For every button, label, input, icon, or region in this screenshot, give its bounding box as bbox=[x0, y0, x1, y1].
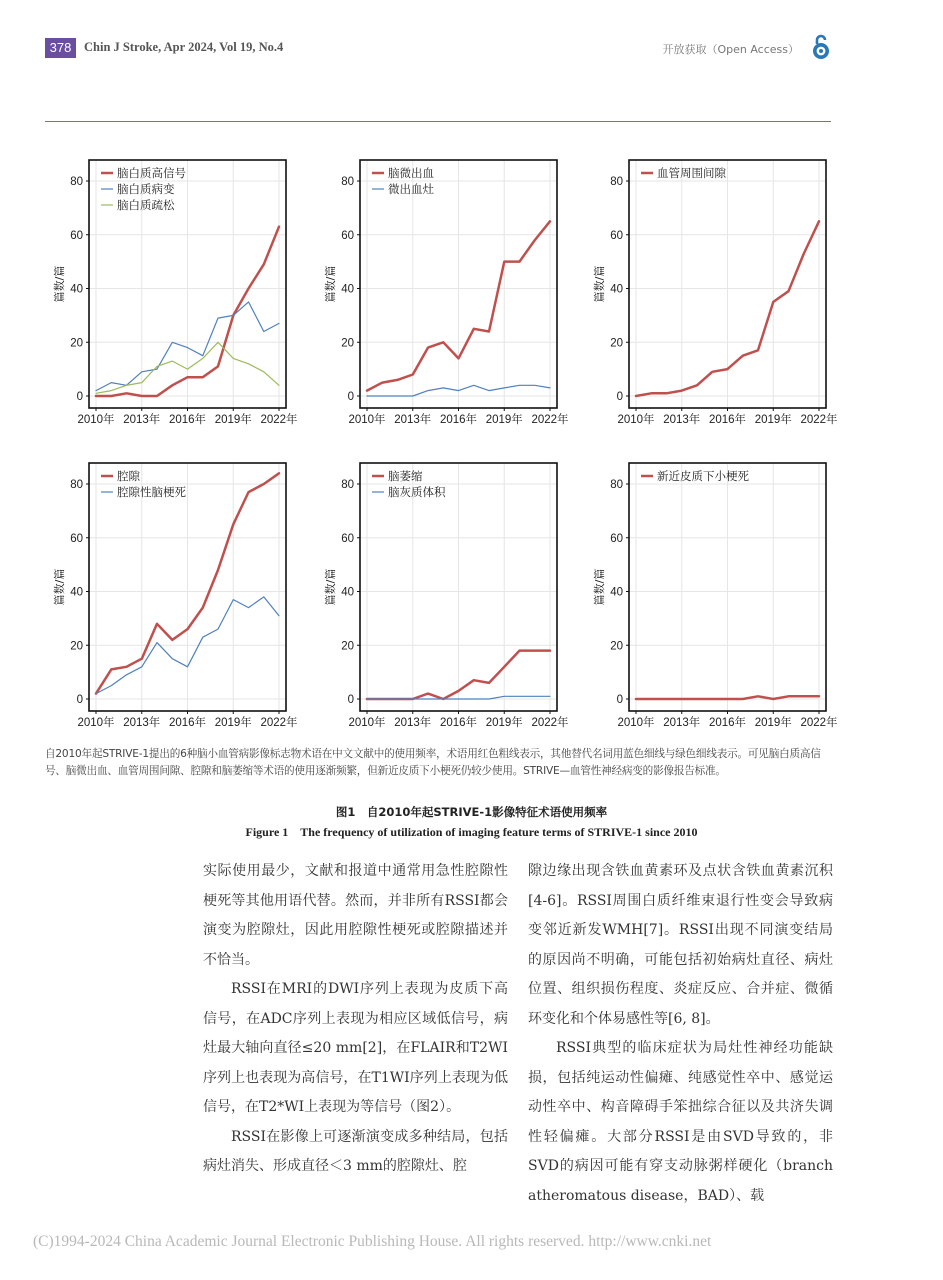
y-tick-label: 0 bbox=[616, 391, 623, 403]
body-paragraph: 实际使用最少，文献和报道中通常用急性腔隙性梗死等其他用语代替。然而，并非所有RSSI都会演变为腔隙灶，因此用腔隙性梗死或腔隙描述并不恰当。 bbox=[203, 863, 508, 968]
x-tick-label: 2016年 bbox=[168, 414, 207, 426]
y-tick-label: 0 bbox=[616, 694, 623, 706]
legend-label: 脑萎缩 bbox=[388, 469, 423, 483]
figure-title-en: Figure 1 The frequency of utilization of imaging feature terms of STRIVE-1 since 2010 bbox=[245, 825, 698, 839]
x-tick-label: 2010年 bbox=[348, 414, 386, 426]
chart-panel-4 bbox=[52, 463, 298, 729]
body-paragraph: RSSI典型的临床症状为局灶性神经功能缺损，包括纯运动性偏瘫、纯感觉性卒中、感觉运动性卒中、构音障碍手笨拙综合征以及共济失调性轻偏瘫。大部分RSSI是由SVD导致的，非SVD的病因可能有穿支动脉粥样硬化（branch atheromatous disease，BAD）、载 bbox=[528, 1040, 833, 1204]
open-access-label: 开放获取（Open Access） bbox=[662, 43, 799, 56]
x-tick-label: 2019年 bbox=[754, 717, 792, 729]
y-tick-label: 80 bbox=[341, 176, 354, 188]
x-tick-label: 2013年 bbox=[394, 414, 432, 426]
legend-label: 新近皮质下小梗死 bbox=[657, 469, 749, 483]
figure-title-cn: 图1 自2010年起STRIVE-1影像特征术语使用频率 bbox=[335, 805, 608, 819]
y-tick-label: 0 bbox=[347, 694, 354, 706]
y-tick-label: 40 bbox=[70, 283, 83, 296]
x-tick-label: 2013年 bbox=[123, 414, 161, 426]
y-tick-label: 0 bbox=[347, 391, 354, 403]
y-tick-label: 80 bbox=[70, 176, 83, 188]
x-tick-label: 2013年 bbox=[123, 717, 161, 729]
x-tick-label: 2019年 bbox=[485, 717, 523, 729]
page-number: 378 bbox=[45, 38, 76, 58]
legend-label: 脑灰质体积 bbox=[388, 485, 446, 499]
y-axis-label: 篇数/篇 bbox=[593, 265, 606, 303]
y-axis-label: 篇数/篇 bbox=[53, 568, 66, 606]
y-axis-label: 篇数/篇 bbox=[324, 265, 337, 303]
x-tick-label: 2019年 bbox=[214, 717, 252, 729]
x-tick-label: 2013年 bbox=[394, 717, 432, 729]
chart-panel-5 bbox=[323, 463, 569, 729]
legend-label: 脑白质高信号 bbox=[117, 166, 186, 180]
y-tick-label: 60 bbox=[341, 532, 354, 545]
legend-label: 腔隙 bbox=[117, 469, 140, 483]
x-tick-label: 2010年 bbox=[348, 717, 386, 729]
body-paragraph: 隙边缘出现含铁血黄素环及点状含铁血黄素沉积[4-6]。RSSI周围白质纤维束退行性变会导致病变邻近新发WMH[7]。RSSI出现不同演变结局的原因尚不明确，可能包括初始病灶直径、病灶位置、组织损伤程度、炎症反应、合并症、微循环变化和个体易感性等[6, 8]。 bbox=[528, 863, 833, 1027]
x-tick-label: 2019年 bbox=[485, 414, 523, 426]
x-tick-label: 2016年 bbox=[708, 414, 747, 426]
legend-label: 血管周围间隙 bbox=[657, 166, 726, 180]
legend-label: 腔隙性脑梗死 bbox=[117, 485, 186, 499]
y-tick-label: 60 bbox=[341, 229, 354, 242]
x-tick-label: 2010年 bbox=[77, 717, 115, 729]
x-tick-label: 2016年 bbox=[439, 414, 478, 426]
y-tick-label: 20 bbox=[610, 640, 623, 653]
x-tick-label: 2010年 bbox=[77, 414, 115, 426]
y-tick-label: 0 bbox=[76, 391, 83, 403]
body-column-left bbox=[203, 857, 508, 1182]
copyright-footer: (C)1994-2024 China Academic Journal Electronic Publishing House. All rights reserved. http://www.cnki.net bbox=[33, 1233, 712, 1250]
y-tick-label: 40 bbox=[610, 283, 623, 296]
y-axis-label: 篇数/篇 bbox=[53, 265, 66, 303]
chart-panel-1 bbox=[52, 160, 298, 426]
y-tick-label: 80 bbox=[610, 479, 623, 491]
x-tick-label: 2010年 bbox=[617, 717, 655, 729]
x-tick-label: 2022年 bbox=[531, 717, 569, 729]
journal-citation: Chin J Stroke, Apr 2024, Vol 19, No.4 bbox=[84, 40, 284, 54]
y-tick-label: 20 bbox=[70, 337, 83, 350]
y-tick-label: 40 bbox=[341, 283, 354, 296]
x-tick-label: 2022年 bbox=[260, 717, 298, 729]
legend-label: 脑微出血 bbox=[388, 166, 434, 180]
body-paragraph: RSSI在MRI的DWI序列上表现为皮质下高信号，在ADC序列上表现为相应区域低信号，病灶最大轴向直径≤20 mm[2]，在FLAIR和T2WI序列上也表现为高信号，在T1WI序列上表现为低信号，在T2*WI上表现为等信号（图2）。 bbox=[203, 981, 508, 1115]
y-tick-label: 40 bbox=[341, 586, 354, 599]
y-tick-label: 40 bbox=[610, 586, 623, 599]
legend-label: 脑白质疏松 bbox=[117, 198, 175, 212]
y-tick-label: 40 bbox=[70, 586, 83, 599]
x-tick-label: 2013年 bbox=[663, 414, 701, 426]
chart-panel-2 bbox=[323, 160, 569, 426]
legend-label: 脑白质病变 bbox=[117, 182, 175, 196]
x-tick-label: 2016年 bbox=[708, 717, 747, 729]
body-paragraph: RSSI在影像上可逐渐演变成多种结局，包括病灶消失、形成直径＜3 mm的腔隙灶、腔 bbox=[203, 1128, 508, 1174]
y-tick-label: 20 bbox=[341, 640, 354, 653]
y-tick-label: 60 bbox=[70, 532, 83, 545]
y-tick-label: 20 bbox=[70, 640, 83, 653]
y-tick-label: 0 bbox=[76, 694, 83, 706]
x-tick-label: 2016年 bbox=[439, 717, 478, 729]
y-tick-label: 20 bbox=[341, 337, 354, 350]
y-tick-label: 80 bbox=[70, 479, 83, 491]
y-tick-label: 60 bbox=[610, 229, 623, 242]
chart-panel-6 bbox=[592, 463, 838, 729]
y-tick-label: 80 bbox=[610, 176, 623, 188]
x-tick-label: 2022年 bbox=[531, 414, 569, 426]
y-tick-label: 20 bbox=[610, 337, 623, 350]
x-tick-label: 2022年 bbox=[800, 717, 838, 729]
chart-panel-3 bbox=[592, 160, 838, 426]
x-tick-label: 2019年 bbox=[754, 414, 792, 426]
x-tick-label: 2010年 bbox=[617, 414, 655, 426]
y-tick-label: 60 bbox=[610, 532, 623, 545]
x-tick-label: 2019年 bbox=[214, 414, 252, 426]
y-tick-label: 60 bbox=[70, 229, 83, 242]
y-axis-label: 篇数/篇 bbox=[324, 568, 337, 606]
x-tick-label: 2022年 bbox=[260, 414, 298, 426]
figure-caption: 自2010年起STRIVE-1提出的6种脑小血管病影像标志物术语在中文文献中的使用频率，术语用红色粗线表示，其他替代名词用蓝色细线与绿色细线表示。可见脑白质高信号、脑微出血、血管周围间隙、腔隙和脑萎缩等术语的使用逐渐频繁，但新近皮质下小梗死仍较少使用。STRIVE—血管性神经病变的影像报告标准。 bbox=[45, 748, 821, 777]
y-axis-label: 篇数/篇 bbox=[593, 568, 606, 606]
y-tick-label: 80 bbox=[341, 479, 354, 491]
x-tick-label: 2013年 bbox=[663, 717, 701, 729]
x-tick-label: 2022年 bbox=[800, 414, 838, 426]
x-tick-label: 2016年 bbox=[168, 717, 207, 729]
body-column-right bbox=[528, 857, 833, 1211]
legend-label: 微出血灶 bbox=[388, 182, 434, 196]
